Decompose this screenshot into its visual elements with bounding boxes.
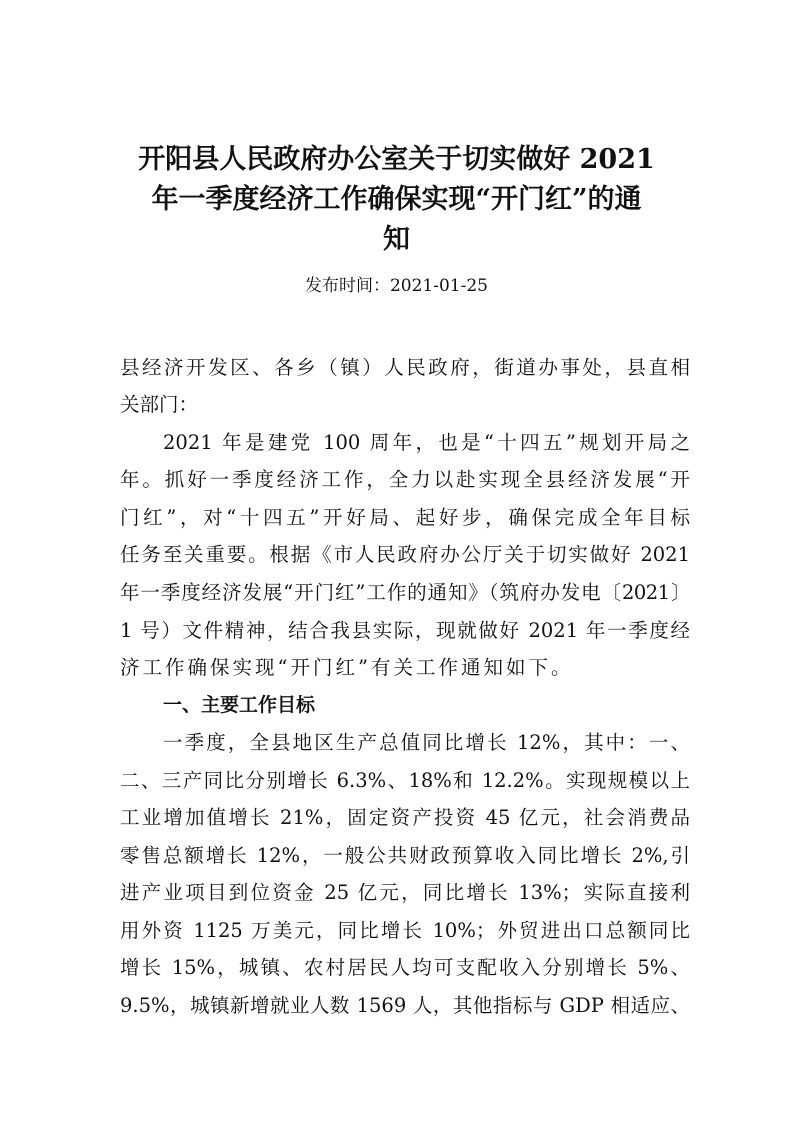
text-line: 县经济开发区、各乡（镇）人民政府，街道办事处，县直相 [120, 356, 690, 379]
text-line: 用外资 1125 万美元，同比增长 10%；外贸进出口总额同比 [120, 919, 690, 942]
document-title [100, 140, 693, 260]
text-line: 进产业项目到位资金 25 亿元，同比增长 13%；实际直接利 [120, 881, 690, 904]
text-line: 增长 15%，城镇、农村居民人均可支配收入分别增长 5%、 [120, 956, 690, 979]
text-line: 门红”，对“十四五”开好局、起好步，确保完成全年目标 [120, 506, 690, 529]
text-line: 济工作确保实现“开门红”有关工作通知如下。 [120, 656, 574, 679]
text-line: 2021 年是建党 100 周年，也是“十四五”规划开局之 [163, 431, 690, 454]
text-line: 年。抓好一季度经济工作，全力以赴实现全县经济发展“开 [120, 468, 690, 491]
text-line: 9.5%，城镇新增就业人数 1569 人，其他指标与 GDP 相适应、 [120, 994, 690, 1017]
title-line: 知 [383, 224, 410, 255]
title-line: 年一季度经济工作确保实现“开门红”的通 [151, 184, 642, 215]
text-line: 工业增加值增长 21%，固定资产投资 45 亿元，社会消费品 [120, 806, 690, 829]
title-line: 开阳县人民政府办公室关于切实做好 2021 [138, 144, 655, 175]
text-line: 二、三产同比分别增长 6.3%、18%和 12.2%。实现规模以上 [120, 769, 690, 792]
text-line: 年一季度经济发展“开门红”工作的通知》（筑府办发电〔2021〕 [120, 581, 690, 604]
section-heading: 一、主要工作目标 [163, 694, 316, 716]
text-line: 一季度，全县地区生产总值同比增长 12%，其中：一、 [163, 731, 690, 754]
publish-date: 发布时间：2021-01-25 [304, 276, 488, 296]
text-line: 零售总额增长 12%，一般公共财政预算收入同比增长 2%,引 [120, 844, 690, 867]
text-line: 关部门： [120, 393, 199, 416]
text-line: 1 号）文件精神，结合我县实际，现就做好 2021 年一季度经 [120, 619, 690, 642]
text-line: 任务至关重要。根据《市人民政府办公厅关于切实做好 2021 [120, 543, 690, 566]
